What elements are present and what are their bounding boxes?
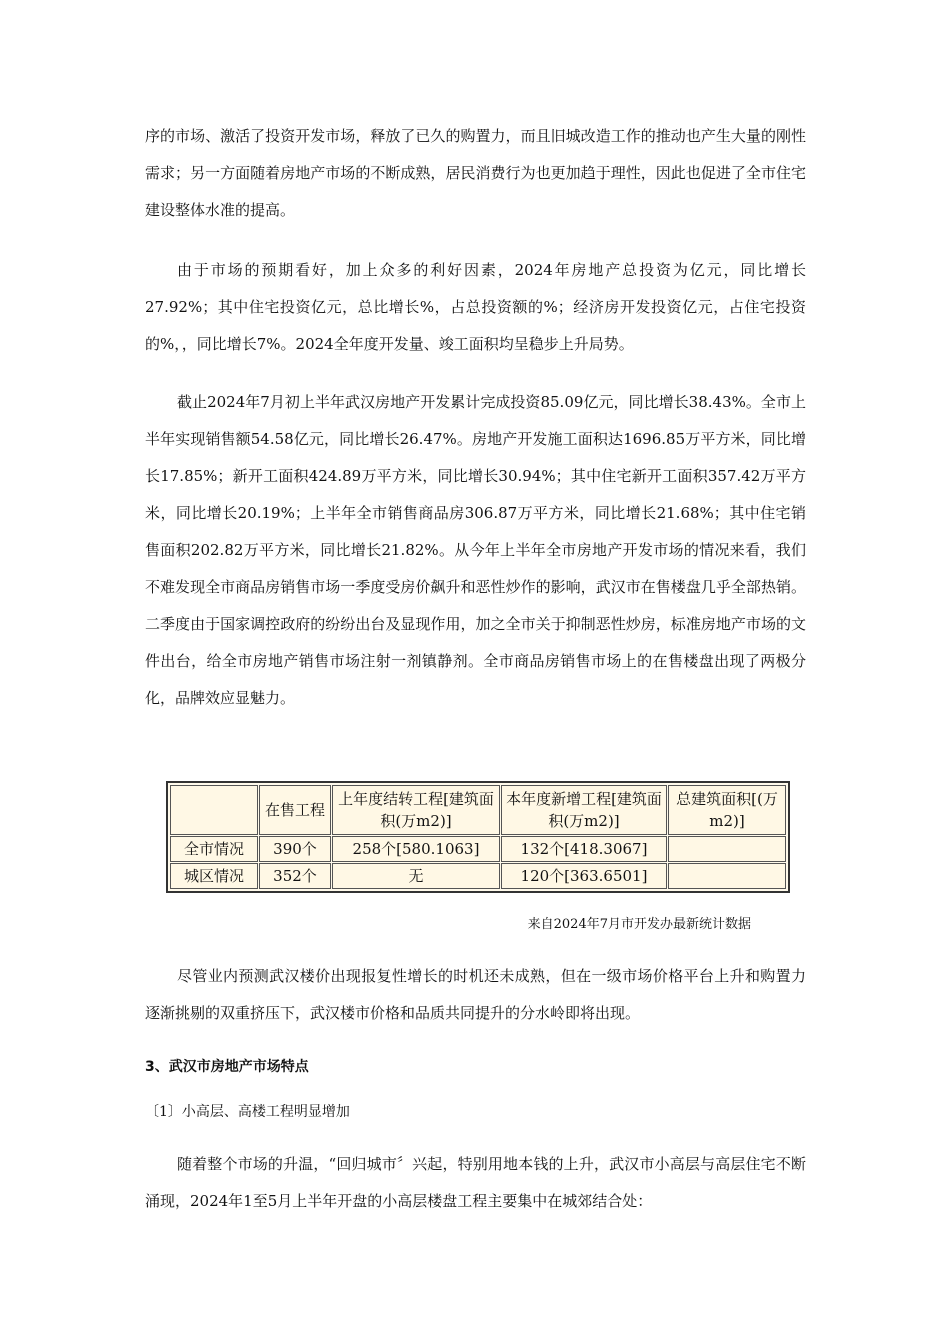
table-cell: 352个 [259, 863, 331, 889]
paragraph-high-rise: 随着整个市场的升温，“回归城市〞兴起，特别用地本钱的上升，武汉市小高层与高层住宅不断涌现，2024年1至5月上半年开盘的小高层楼盘工程主要集中在城郊结合处： [145, 1155, 806, 1210]
projects-table [169, 784, 787, 890]
table-source-note: 来自2024年7月市开发办最新统计数据 [527, 917, 751, 932]
table-cell: 城区情况 [170, 863, 258, 889]
table-cell: 390个 [259, 836, 331, 862]
table-header-row [170, 785, 786, 835]
paragraph-investment-2024: 由于市场的预期看好，加上众多的利好因素，2024年房地产总投资为亿元，同比增长27.92%；其中住宅投资亿元，总比增长%，占总投资额的%；经济房开发投资亿元，占住宅投资的%，，同比增长7%。2024全年度开发量、竣工面积均呈稳步上升局势。 [145, 261, 806, 353]
table-cell: 全市情况 [170, 836, 258, 862]
projects-table-frame [166, 781, 790, 893]
table-header-cell: 上年度结转工程[建筑面积(万m2)] [332, 785, 500, 835]
table-header-cell: 在售工程 [259, 785, 331, 835]
paragraph-price-outlook: 尽管业内预测武汉楼价出现报复性增长的时机还未成熟，但在一级市场价格平台上升和购置力逐渐挑剔的双重挤压下，武汉楼市价格和品质共同提升的分水岭即将出现。 [145, 967, 806, 1022]
table-cell [668, 836, 786, 862]
table-header-cell [170, 785, 258, 835]
table-row [170, 863, 786, 889]
table-cell: 132个[418.3067] [501, 836, 667, 862]
table-cell: 无 [332, 863, 500, 889]
paragraph-first-half-stats: 截止2024年7月初上半年武汉房地产开发累计完成投资85.09亿元，同比增长38.43%。全市上半年实现销售额54.58亿元，同比增长26.47%。房地产开发施工面积达1696.85万平方米，同比增长17.85%；新开工面积424.89万平方米，同比增长30.94%；其中住宅新开工面积357.42万平方米，同比增长20.19%；上半年全市销售商品房306.87万平方米，同比增长21.68%；其中住宅销售面积202.82万平方米，同比增长21.82%。从今年上半年全市房地产开发市场的情况来看，我们不难发现全市商品房销售市场一季度受房价飙升和恶性炒作的影响，武汉市在售楼盘几乎全部热销。二季度由于国家调控政府的纷纷出台及显现作用，加之全市关于抑制恶性炒房，标准房地产市场的文件出台，给全市房地产销售市场注射一剂镇静剂。全市商品房销售市场上的在售楼盘出现了两极分化，品牌效应显魅力。 [145, 393, 806, 707]
table-cell: 258个[580.1063] [332, 836, 500, 862]
table-cell: 120个[363.6501] [501, 863, 667, 889]
table-cell [668, 863, 786, 889]
section-heading: 3、武汉市房地产市场特点 [145, 1059, 309, 1075]
table-header-cell: 本年度新增工程[建筑面积(万m2)] [501, 785, 667, 835]
table-header-cell: 总建筑面积[(万m2)] [668, 785, 786, 835]
table-row [170, 836, 786, 862]
paragraph-market-intro: 序的市场、激活了投资开发市场，释放了已久的购置力，而且旧城改造工作的推动也产生大量的刚性需求；另一方面随着房地产市场的不断成熟，居民消费行为也更加趋于理性，因此也促进了全市住宅建设整体水准的提高。 [145, 127, 806, 219]
subsection-heading: 〔1〕小高层、高楼工程明显增加 [145, 1104, 350, 1120]
